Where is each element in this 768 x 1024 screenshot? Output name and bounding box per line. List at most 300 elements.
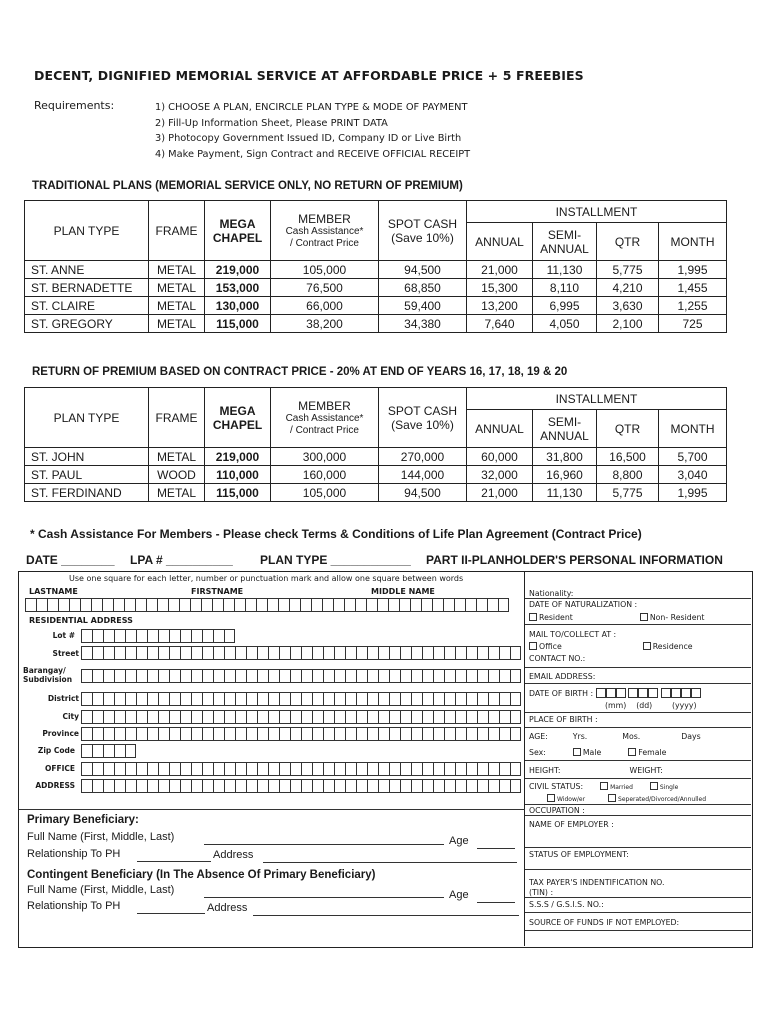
letter-box[interactable]: [433, 710, 444, 724]
letter-box[interactable]: [367, 779, 378, 793]
letter-box[interactable]: [466, 692, 477, 706]
letter-box[interactable]: [113, 598, 124, 612]
letter-box[interactable]: [444, 646, 455, 660]
letter-box[interactable]: [290, 727, 301, 741]
married-checkbox[interactable]: [600, 782, 608, 790]
letter-box[interactable]: [389, 727, 400, 741]
letter-box[interactable]: [488, 779, 499, 793]
letter-box[interactable]: [81, 744, 92, 758]
letter-box[interactable]: [146, 598, 157, 612]
dob-boxes[interactable]: [596, 689, 701, 698]
letter-box[interactable]: [235, 692, 246, 706]
letter-box[interactable]: [202, 669, 213, 683]
primary-address-line[interactable]: [263, 862, 517, 863]
letter-box[interactable]: [477, 727, 488, 741]
letter-box[interactable]: [81, 779, 92, 793]
letter-box[interactable]: [389, 779, 400, 793]
letter-box[interactable]: [69, 598, 80, 612]
letter-box[interactable]: [488, 727, 499, 741]
letter-box[interactable]: [180, 727, 191, 741]
letter-box[interactable]: [510, 646, 521, 660]
letter-box[interactable]: [158, 779, 169, 793]
letter-box[interactable]: [312, 779, 323, 793]
letter-box[interactable]: [455, 779, 466, 793]
letter-box[interactable]: [477, 762, 488, 776]
letter-box[interactable]: [334, 727, 345, 741]
letter-box[interactable]: [92, 727, 103, 741]
letter-box[interactable]: [191, 762, 202, 776]
letter-box[interactable]: [136, 646, 147, 660]
letter-box[interactable]: [323, 692, 334, 706]
widow-checkbox[interactable]: [547, 794, 555, 802]
letter-box[interactable]: [378, 762, 389, 776]
letter-box[interactable]: [400, 779, 411, 793]
letter-box[interactable]: [103, 646, 114, 660]
letter-box[interactable]: [157, 598, 168, 612]
letter-box[interactable]: [344, 598, 355, 612]
letter-box[interactable]: [499, 762, 510, 776]
letter-box[interactable]: [268, 646, 279, 660]
letter-box[interactable]: [488, 692, 499, 706]
letter-box[interactable]: [168, 598, 179, 612]
letter-box[interactable]: [334, 669, 345, 683]
letter-box[interactable]: [47, 598, 58, 612]
letter-box[interactable]: [136, 762, 147, 776]
letter-box[interactable]: [290, 762, 301, 776]
date-field[interactable]: DATE ________: [26, 553, 115, 567]
letter-box[interactable]: [333, 598, 344, 612]
letter-box[interactable]: [422, 762, 433, 776]
letter-box[interactable]: [323, 727, 334, 741]
letter-box[interactable]: [443, 598, 454, 612]
letter-box[interactable]: [356, 692, 367, 706]
letter-box[interactable]: [234, 598, 245, 612]
letter-box[interactable]: [202, 646, 213, 660]
letter-box[interactable]: [389, 692, 400, 706]
letter-box[interactable]: [389, 669, 400, 683]
letter-box[interactable]: [465, 598, 476, 612]
letter-box[interactable]: [279, 779, 290, 793]
letter-box[interactable]: [498, 598, 509, 612]
letter-box[interactable]: [257, 669, 268, 683]
letter-box[interactable]: [147, 727, 158, 741]
letter-box[interactable]: [488, 762, 499, 776]
letter-box[interactable]: [224, 692, 235, 706]
letter-box[interactable]: [378, 727, 389, 741]
letter-box[interactable]: [212, 598, 223, 612]
letter-box[interactable]: [158, 629, 169, 643]
letter-box[interactable]: [477, 779, 488, 793]
letter-box[interactable]: [147, 629, 158, 643]
letter-box[interactable]: [476, 598, 487, 612]
letter-box[interactable]: [378, 779, 389, 793]
letter-box[interactable]: [510, 727, 521, 741]
letter-box[interactable]: [411, 692, 422, 706]
letter-box[interactable]: [114, 710, 125, 724]
single-checkbox[interactable]: [650, 782, 658, 790]
letter-box[interactable]: [180, 669, 191, 683]
letter-box[interactable]: [422, 646, 433, 660]
letter-box[interactable]: [422, 692, 433, 706]
letter-box[interactable]: [202, 629, 213, 643]
letter-box[interactable]: [114, 669, 125, 683]
letter-box[interactable]: [235, 779, 246, 793]
letter-box[interactable]: [224, 727, 235, 741]
letter-box[interactable]: [136, 710, 147, 724]
letter-box[interactable]: [356, 669, 367, 683]
city-boxes[interactable]: [81, 710, 521, 724]
letter-box[interactable]: [345, 669, 356, 683]
letter-box[interactable]: [213, 727, 224, 741]
letter-box[interactable]: [125, 646, 136, 660]
letter-box[interactable]: [268, 727, 279, 741]
letter-box[interactable]: [488, 669, 499, 683]
letter-box[interactable]: [323, 646, 334, 660]
letter-box[interactable]: [466, 710, 477, 724]
letter-box[interactable]: [213, 692, 224, 706]
letter-box[interactable]: [136, 727, 147, 741]
letter-box[interactable]: [169, 779, 180, 793]
letter-box[interactable]: [224, 710, 235, 724]
letter-box[interactable]: [180, 646, 191, 660]
letter-box[interactable]: [103, 629, 114, 643]
letter-box[interactable]: [323, 779, 334, 793]
letter-box[interactable]: [301, 692, 312, 706]
letter-box[interactable]: [235, 669, 246, 683]
letter-box[interactable]: [278, 598, 289, 612]
letter-box[interactable]: [36, 598, 47, 612]
letter-box[interactable]: [224, 779, 235, 793]
letter-box[interactable]: [279, 692, 290, 706]
letter-box[interactable]: [114, 692, 125, 706]
letter-box[interactable]: [114, 727, 125, 741]
letter-box[interactable]: [103, 762, 114, 776]
letter-box[interactable]: [421, 598, 432, 612]
letter-box[interactable]: [400, 669, 411, 683]
letter-box[interactable]: [235, 762, 246, 776]
letter-box[interactable]: [323, 710, 334, 724]
letter-box[interactable]: [367, 669, 378, 683]
letter-box[interactable]: [147, 669, 158, 683]
letter-box[interactable]: [103, 727, 114, 741]
letter-box[interactable]: [345, 710, 356, 724]
letter-box[interactable]: [378, 692, 389, 706]
letter-box[interactable]: [136, 669, 147, 683]
letter-box[interactable]: [92, 629, 103, 643]
letter-box[interactable]: [213, 710, 224, 724]
letter-box[interactable]: [180, 629, 191, 643]
letter-box[interactable]: [345, 692, 356, 706]
letter-box[interactable]: [136, 779, 147, 793]
residence-checkbox[interactable]: [643, 642, 651, 650]
letter-box[interactable]: [455, 710, 466, 724]
letter-box[interactable]: [422, 710, 433, 724]
letter-box[interactable]: [477, 646, 488, 660]
letter-box[interactable]: [81, 710, 92, 724]
letter-box[interactable]: [103, 779, 114, 793]
letter-box[interactable]: [290, 710, 301, 724]
letter-box[interactable]: [290, 692, 301, 706]
letter-box[interactable]: [444, 669, 455, 683]
letter-box[interactable]: [91, 598, 102, 612]
letter-box[interactable]: [191, 646, 202, 660]
barangay-boxes[interactable]: [81, 669, 521, 683]
letter-box[interactable]: [202, 779, 213, 793]
letter-box[interactable]: [488, 646, 499, 660]
letter-box[interactable]: [510, 669, 521, 683]
resident-checkbox[interactable]: [529, 613, 537, 621]
letter-box[interactable]: [378, 646, 389, 660]
letter-box[interactable]: [158, 669, 169, 683]
letter-box[interactable]: [224, 629, 235, 643]
letter-box[interactable]: [158, 692, 169, 706]
letter-box[interactable]: [169, 646, 180, 660]
letter-box[interactable]: [499, 710, 510, 724]
letter-box[interactable]: [345, 779, 356, 793]
letter-box[interactable]: [355, 598, 366, 612]
letter-box[interactable]: [312, 692, 323, 706]
letter-box[interactable]: [499, 727, 510, 741]
letter-box[interactable]: [422, 669, 433, 683]
letter-box[interactable]: [125, 744, 136, 758]
letter-box[interactable]: [169, 727, 180, 741]
letter-box[interactable]: [367, 727, 378, 741]
letter-box[interactable]: [92, 669, 103, 683]
letter-box[interactable]: [257, 692, 268, 706]
letter-box[interactable]: [169, 669, 180, 683]
letter-box[interactable]: [444, 710, 455, 724]
letter-box[interactable]: [180, 779, 191, 793]
letter-box[interactable]: [477, 710, 488, 724]
letter-box[interactable]: [136, 692, 147, 706]
letter-box[interactable]: [300, 598, 311, 612]
letter-box[interactable]: [246, 762, 257, 776]
letter-box[interactable]: [334, 692, 345, 706]
letter-box[interactable]: [235, 646, 246, 660]
letter-box[interactable]: [158, 710, 169, 724]
letter-box[interactable]: [301, 646, 312, 660]
letter-box[interactable]: [411, 710, 422, 724]
letter-box[interactable]: [213, 669, 224, 683]
letter-box[interactable]: [411, 779, 422, 793]
letter-box[interactable]: [466, 779, 477, 793]
letter-box[interactable]: [235, 710, 246, 724]
letter-box[interactable]: [279, 727, 290, 741]
letter-box[interactable]: [147, 710, 158, 724]
letter-box[interactable]: [268, 669, 279, 683]
letter-box[interactable]: [81, 762, 92, 776]
letter-box[interactable]: [179, 598, 190, 612]
letter-box[interactable]: [103, 669, 114, 683]
letter-box[interactable]: [499, 669, 510, 683]
letter-box[interactable]: [201, 598, 212, 612]
letter-box[interactable]: [92, 762, 103, 776]
letter-box[interactable]: [389, 762, 400, 776]
letter-box[interactable]: [268, 779, 279, 793]
letter-box[interactable]: [455, 727, 466, 741]
letter-box[interactable]: [433, 727, 444, 741]
letter-box[interactable]: [81, 646, 92, 660]
letter-box[interactable]: [147, 646, 158, 660]
letter-box[interactable]: [279, 762, 290, 776]
letter-box[interactable]: [92, 646, 103, 660]
letter-box[interactable]: [125, 669, 136, 683]
letter-box[interactable]: [455, 669, 466, 683]
letter-box[interactable]: [191, 629, 202, 643]
letter-box[interactable]: [312, 710, 323, 724]
letter-box[interactable]: [334, 779, 345, 793]
letter-box[interactable]: [224, 646, 235, 660]
letter-box[interactable]: [81, 692, 92, 706]
letter-box[interactable]: [312, 669, 323, 683]
letter-box[interactable]: [114, 744, 125, 758]
letter-box[interactable]: [257, 727, 268, 741]
letter-box[interactable]: [367, 692, 378, 706]
letter-box[interactable]: [444, 727, 455, 741]
letter-box[interactable]: [510, 692, 521, 706]
letter-box[interactable]: [444, 779, 455, 793]
non-resident-checkbox[interactable]: [640, 613, 648, 621]
letter-box[interactable]: [510, 762, 521, 776]
letter-box[interactable]: [158, 646, 169, 660]
zip-code-boxes[interactable]: [81, 744, 136, 758]
contingent-address-line[interactable]: [253, 915, 519, 916]
letter-box[interactable]: [245, 598, 256, 612]
letter-box[interactable]: [213, 646, 224, 660]
letter-box[interactable]: [213, 629, 224, 643]
letter-box[interactable]: [399, 598, 410, 612]
letter-box[interactable]: [367, 762, 378, 776]
letter-box[interactable]: [246, 779, 257, 793]
letter-box[interactable]: [180, 692, 191, 706]
letter-box[interactable]: [180, 710, 191, 724]
letter-box[interactable]: [202, 727, 213, 741]
letter-box[interactable]: [455, 646, 466, 660]
letter-box[interactable]: [389, 646, 400, 660]
separated-checkbox[interactable]: [608, 794, 616, 802]
letter-box[interactable]: [323, 669, 334, 683]
letter-box[interactable]: [444, 762, 455, 776]
letter-box[interactable]: [202, 692, 213, 706]
letter-box[interactable]: [213, 779, 224, 793]
letter-box[interactable]: [102, 598, 113, 612]
letter-box[interactable]: [191, 710, 202, 724]
letter-box[interactable]: [432, 598, 443, 612]
letter-box[interactable]: [356, 710, 367, 724]
name-boxes[interactable]: [25, 598, 509, 612]
letter-box[interactable]: [366, 598, 377, 612]
letter-box[interactable]: [80, 598, 91, 612]
letter-box[interactable]: [235, 727, 246, 741]
letter-box[interactable]: [488, 710, 499, 724]
letter-box[interactable]: [466, 646, 477, 660]
letter-box[interactable]: [267, 598, 278, 612]
letter-box[interactable]: [388, 598, 399, 612]
province-boxes[interactable]: [81, 727, 521, 741]
letter-box[interactable]: [389, 710, 400, 724]
letter-box[interactable]: [169, 629, 180, 643]
primary-age-line[interactable]: [477, 848, 515, 849]
letter-box[interactable]: [135, 598, 146, 612]
letter-box[interactable]: [290, 779, 301, 793]
office-boxes[interactable]: [81, 762, 521, 776]
letter-box[interactable]: [433, 779, 444, 793]
primary-full-name-line[interactable]: [204, 844, 444, 845]
letter-box[interactable]: [268, 710, 279, 724]
letter-box[interactable]: [103, 692, 114, 706]
letter-box[interactable]: [246, 646, 257, 660]
letter-box[interactable]: [499, 779, 510, 793]
letter-box[interactable]: [125, 710, 136, 724]
contingent-full-name-line[interactable]: [204, 897, 444, 898]
letter-box[interactable]: [191, 692, 202, 706]
office-checkbox[interactable]: [529, 642, 537, 650]
letter-box[interactable]: [367, 646, 378, 660]
letter-box[interactable]: [92, 779, 103, 793]
letter-box[interactable]: [256, 598, 267, 612]
letter-box[interactable]: [114, 646, 125, 660]
letter-box[interactable]: [433, 762, 444, 776]
letter-box[interactable]: [411, 727, 422, 741]
letter-box[interactable]: [499, 692, 510, 706]
letter-box[interactable]: [466, 727, 477, 741]
contingent-relationship-line[interactable]: [137, 913, 205, 914]
letter-box[interactable]: [169, 692, 180, 706]
letter-box[interactable]: [147, 692, 158, 706]
letter-box[interactable]: [158, 762, 169, 776]
letter-box[interactable]: [466, 762, 477, 776]
letter-box[interactable]: [158, 727, 169, 741]
letter-box[interactable]: [268, 692, 279, 706]
letter-box[interactable]: [499, 646, 510, 660]
letter-box[interactable]: [224, 669, 235, 683]
letter-box[interactable]: [202, 762, 213, 776]
letter-box[interactable]: [378, 669, 389, 683]
letter-box[interactable]: [125, 779, 136, 793]
letter-box[interactable]: [191, 779, 202, 793]
lpa-field[interactable]: LPA # __________: [130, 553, 233, 567]
letter-box[interactable]: [213, 762, 224, 776]
letter-box[interactable]: [400, 692, 411, 706]
letter-box[interactable]: [180, 762, 191, 776]
letter-box[interactable]: [125, 692, 136, 706]
letter-box[interactable]: [279, 710, 290, 724]
letter-box[interactable]: [454, 598, 465, 612]
letter-box[interactable]: [334, 710, 345, 724]
letter-box[interactable]: [114, 762, 125, 776]
letter-box[interactable]: [345, 646, 356, 660]
letter-box[interactable]: [334, 646, 345, 660]
letter-box[interactable]: [169, 762, 180, 776]
letter-box[interactable]: [356, 727, 367, 741]
letter-box[interactable]: [433, 692, 444, 706]
letter-box[interactable]: [81, 727, 92, 741]
letter-box[interactable]: [290, 669, 301, 683]
letter-box[interactable]: [92, 744, 103, 758]
letter-box[interactable]: [400, 762, 411, 776]
letter-box[interactable]: [191, 669, 202, 683]
letter-box[interactable]: [400, 727, 411, 741]
contingent-age-line[interactable]: [477, 902, 515, 903]
letter-box[interactable]: [257, 710, 268, 724]
letter-box[interactable]: [124, 598, 135, 612]
letter-box[interactable]: [455, 692, 466, 706]
letter-box[interactable]: [190, 598, 201, 612]
letter-box[interactable]: [147, 779, 158, 793]
letter-box[interactable]: [246, 727, 257, 741]
street-boxes[interactable]: [81, 646, 521, 660]
lot-boxes[interactable]: [81, 629, 235, 643]
